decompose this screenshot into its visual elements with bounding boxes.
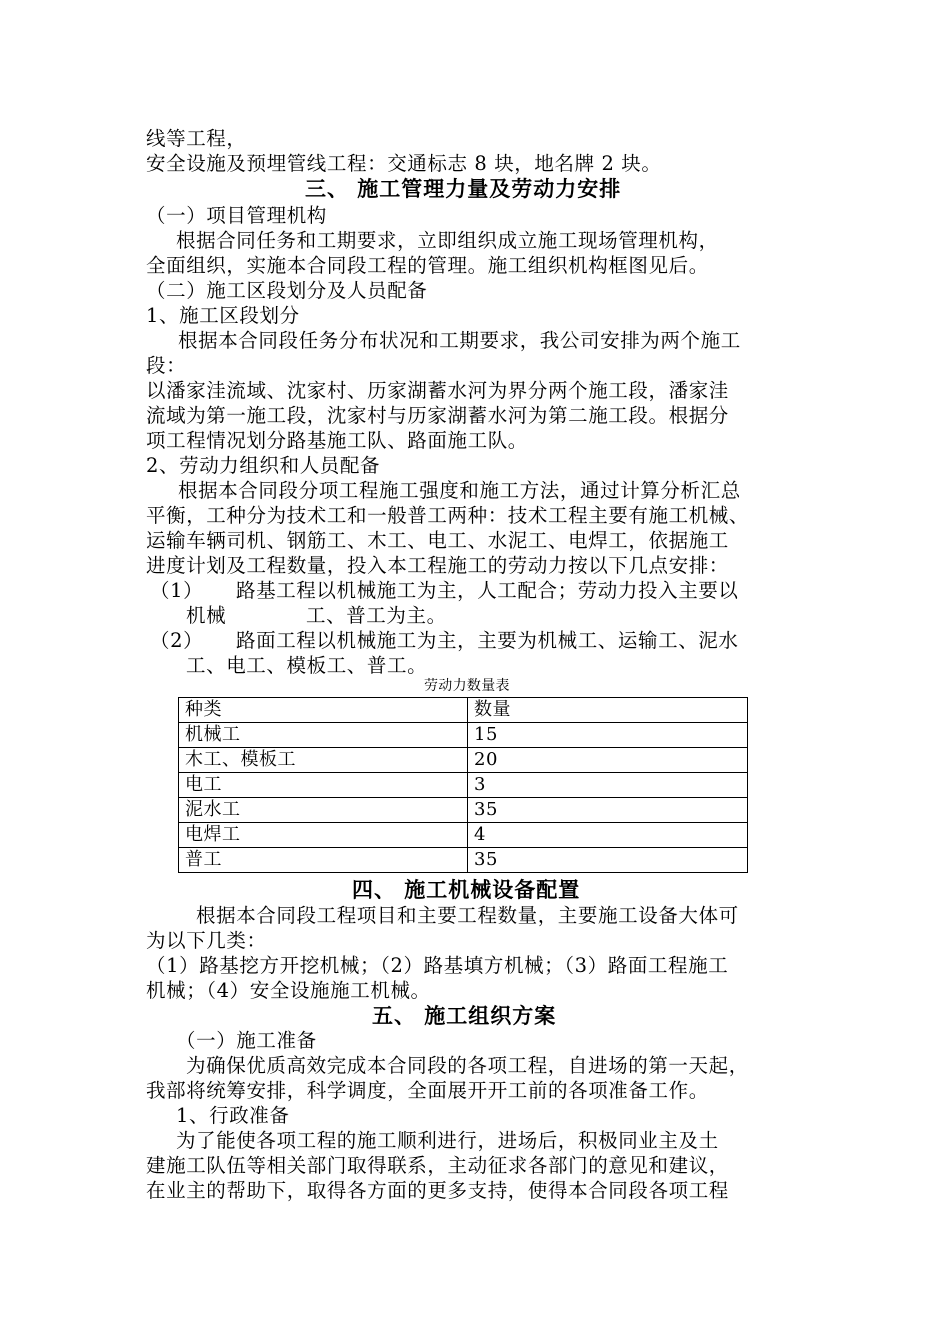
subsection-heading: 2、劳动力组织和人员配备: [146, 454, 381, 477]
text-line: 机械；（4）安全设施施工机械。: [146, 979, 431, 1002]
text-line: 根据本合同段分项工程施工强度和施工方法，通过计算分析汇总: [178, 479, 741, 502]
text-line: 线等工程，: [146, 127, 247, 150]
table-cell: 电焊工: [179, 823, 468, 848]
text-line: 路面工程以机械施工为主，主要为机械工、运输工、泥水: [236, 629, 739, 652]
labor-table: [178, 697, 748, 873]
table-cell: 3: [468, 773, 748, 798]
text-line: 根据合同任务和工期要求，立即组织成立施工现场管理机构，: [176, 229, 719, 252]
table-cell: 4: [468, 823, 748, 848]
section-heading: 四、 施工机械设备配置: [352, 877, 581, 902]
text-line: 根据本合同段任务分布状况和工期要求，我公司安排为两个施工: [178, 329, 741, 352]
text-line: 流域为第一施工段，沈家村与历家湖蓄水河为第二施工段。根据分: [146, 404, 729, 427]
table-row: [179, 748, 748, 773]
table-row: [179, 823, 748, 848]
list-number: （1）: [150, 579, 204, 602]
subsection-heading: 1、施工区段划分: [146, 304, 300, 327]
text-line: 我部将统筹安排，科学调度，全面展开开工前的各项准备工作。: [146, 1079, 709, 1102]
table-row: [179, 773, 748, 798]
text-line: 运输车辆司机、钢筋工、木工、电工、水泥工、电焊工，依据施工: [146, 529, 729, 552]
text-line: 为确保优质高效完成本合同段的各项工程，自进场的第一天起，: [186, 1054, 749, 1077]
text-line: 安全设施及预埋管线工程：交通标志 8 块，地名牌 2 块。: [146, 152, 662, 175]
table-header-row: [179, 698, 748, 723]
subsection-heading: （二）施工区段划分及人员配备: [146, 279, 428, 302]
text-line: 根据本合同段工程项目和主要工程数量，主要施工设备大体可: [196, 904, 739, 927]
text-line: 以潘家洼流域、沈家村、历家湖蓄水河为界分两个施工段，潘家洼: [146, 379, 729, 402]
text-line: 进度计划及工程数量，投入本工程施工的劳动力按以下几点安排：: [146, 554, 729, 577]
text-line: 在业主的帮助下，取得各方面的更多支持，使得本合同段各项工程: [146, 1179, 729, 1202]
subsection-heading: 1、行政准备: [176, 1104, 290, 1127]
text-line: 项工程情况划分路基施工队、路面施工队。: [146, 429, 528, 452]
table-header-cell: 种类: [179, 698, 468, 723]
text-line: 全面组织，实施本合同段工程的管理。施工组织机构框图见后。: [146, 254, 709, 277]
table-cell: 20: [468, 748, 748, 773]
list-number: （2）: [150, 629, 204, 652]
text-line: 建施工队伍等相关部门取得联系，主动征求各部门的意见和建议，: [146, 1154, 729, 1177]
table-row: [179, 798, 748, 823]
text-line: 工、普工为主。: [306, 604, 447, 627]
table-cell: 木工、模板工: [179, 748, 468, 773]
table-caption: 劳动力数量表: [424, 678, 510, 694]
section-heading: 五、 施工组织方案: [372, 1003, 557, 1028]
table-cell: 15: [468, 723, 748, 748]
table-cell: 普工: [179, 848, 468, 873]
table-cell: 35: [468, 848, 748, 873]
table-header-cell: 数量: [468, 698, 748, 723]
table-cell: 35: [468, 798, 748, 823]
subsection-heading: （一）施工准备: [176, 1029, 317, 1052]
text-line: 为以下几类：: [146, 929, 267, 952]
table-cell: 机械工: [179, 723, 468, 748]
text-line: 为了能使各项工程的施工顺利进行，进场后，积极同业主及土: [176, 1129, 719, 1152]
text-line: （1）路基挖方开挖机械；（2）路基填方机械；（3）路面工程施工: [146, 954, 729, 977]
section-heading: 三、 施工管理力量及劳动力安排: [305, 176, 622, 201]
text-line: 平衡，工种分为技术工和一般普工两种：技术工程主要有施工机械、: [146, 504, 750, 527]
text-line: 工、电工、模板工、普工。: [186, 654, 428, 677]
table-cell: 泥水工: [179, 798, 468, 823]
table-row: [179, 848, 748, 873]
text-line: 路基工程以机械施工为主，人工配合；劳动力投入主要以: [236, 579, 739, 602]
table-row: [179, 723, 748, 748]
subsection-heading: （一）项目管理机构: [146, 204, 327, 227]
text-line: 段：: [146, 354, 187, 377]
text-line: 机械: [186, 604, 227, 627]
table-cell: 电工: [179, 773, 468, 798]
